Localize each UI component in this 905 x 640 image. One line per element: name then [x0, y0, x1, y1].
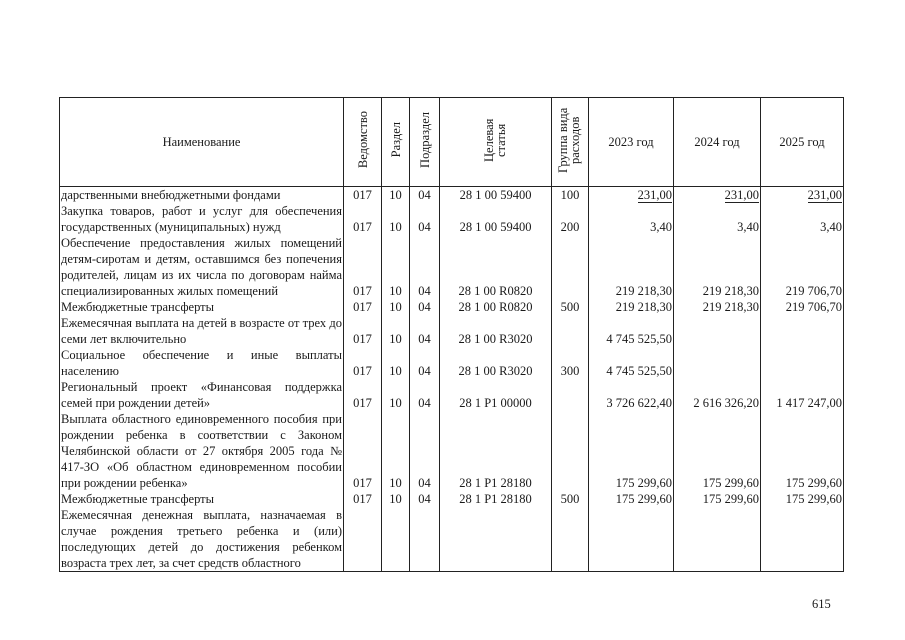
row-expense-group: 500: [552, 491, 589, 507]
row-target-article: 28 1 00 R0820: [440, 299, 552, 315]
header-year-2023: 2023 год: [589, 98, 674, 187]
table-row: [60, 203, 844, 235]
row-name: Закупка товаров, работ и услуг для обеспечения государственных (муниципальных) нужд: [61, 204, 342, 234]
row-target-article: 28 1 P1 28180: [440, 491, 552, 507]
table-row: [60, 507, 844, 572]
row-section: 10: [382, 235, 410, 299]
header-year-2024: 2024 год: [674, 98, 761, 187]
row-target-article: 28 1 P1 28180: [440, 411, 552, 491]
row-name: Обеспечение предоставления жилых помещений детям-сиротам и детям, оставшимся без попечения родителей, лицам из их числа по договорам найма специализированных жилых помещений: [61, 236, 342, 298]
row-value-2023: 231,00: [589, 187, 674, 204]
row-name: Межбюджетные трансферты: [60, 491, 344, 507]
row-department: 017: [344, 347, 382, 379]
row-value-2023: 3 726 622,40: [589, 379, 674, 411]
row-expense-group: [552, 379, 589, 411]
row-expense-group: [552, 235, 589, 299]
table-row: [60, 411, 844, 491]
row-department: 017: [344, 315, 382, 347]
row-name: Межбюджетные трансферты: [60, 299, 344, 315]
header-name: Наименование: [60, 98, 344, 187]
row-value-2025: 175 299,60: [761, 491, 844, 507]
row-target-article: 28 1 00 59400: [440, 203, 552, 235]
row-value-2023: 4 745 525,50: [589, 315, 674, 347]
table-row: [60, 347, 844, 379]
row-department: 017: [344, 203, 382, 235]
row-section: 10: [382, 299, 410, 315]
row-department: [344, 507, 382, 572]
budget-table: [59, 97, 844, 572]
row-value-2024: [674, 315, 761, 347]
row-name: дарственными внебюджетными фондами: [60, 187, 344, 204]
row-value-2025: 219 706,70: [761, 235, 844, 299]
row-value-2024: [674, 347, 761, 379]
header-expense-group: Группа вида расходов: [552, 98, 589, 187]
row-value-2025: [761, 315, 844, 347]
row-expense-group: 100: [552, 187, 589, 204]
header-year-2025: 2025 год: [761, 98, 844, 187]
row-name: Региональный проект «Финансовая поддержка семей при рождении детей»: [61, 380, 342, 410]
table-row: [60, 379, 844, 411]
row-name: Ежемесячная денежная выплата, назначаемая в случае рождения третьего ребенка и (или) последующих детей до достижения ребенком возраста трех лет, за счет средств областного: [61, 508, 342, 570]
row-value-2025: 1 417 247,00: [761, 379, 844, 411]
table-row: [60, 187, 844, 204]
row-value-2024: 2 616 326,20: [674, 379, 761, 411]
table-header: [60, 98, 844, 187]
row-value-2024: 175 299,60: [674, 411, 761, 491]
row-subsection: 04: [410, 299, 440, 315]
page-number: 615: [812, 597, 831, 611]
row-subsection: 04: [410, 203, 440, 235]
row-subsection: 04: [410, 235, 440, 299]
row-value-2023: 4 745 525,50: [589, 347, 674, 379]
row-target-article: 28 1 00 R0820: [440, 235, 552, 299]
row-department: 017: [344, 491, 382, 507]
header-section: Раздел: [382, 98, 410, 187]
row-subsection: 04: [410, 379, 440, 411]
row-value-2025: [761, 347, 844, 379]
row-name: Выплата областного единовременного пособия при рождении ребенка в соответствии с Законом Челябинской области от 27 октября 2005 года № 417-ЗО «Об областном единовременном пособии при рождении ребенка»: [61, 412, 342, 490]
row-section: 10: [382, 379, 410, 411]
row-section: 10: [382, 203, 410, 235]
row-value-2024: 3,40: [674, 203, 761, 235]
row-section: 10: [382, 411, 410, 491]
row-target-article: 28 1 00 R3020: [440, 347, 552, 379]
row-value-2024: 219 218,30: [674, 299, 761, 315]
header-subsection: Подраздел: [410, 98, 440, 187]
row-subsection: 04: [410, 491, 440, 507]
row-expense-group: [552, 411, 589, 491]
row-subsection: 04: [410, 411, 440, 491]
row-value-2023: 219 218,30: [589, 299, 674, 315]
row-name: Социальное обеспечение и иные выплаты населению: [61, 348, 342, 378]
row-subsection: 04: [410, 347, 440, 379]
row-subsection: 04: [410, 315, 440, 347]
row-value-2023: 219 218,30: [589, 235, 674, 299]
row-section: 10: [382, 347, 410, 379]
header-department: Ведомство: [344, 98, 382, 187]
row-subsection: [410, 507, 440, 572]
header-target-article: Целевая статья: [440, 98, 552, 187]
row-value-2025: 3,40: [761, 203, 844, 235]
row-target-article: 28 1 00 59400: [440, 187, 552, 204]
row-value-2025: [761, 507, 844, 572]
row-department: 017: [344, 235, 382, 299]
row-subsection: 04: [410, 187, 440, 204]
row-value-2024: 175 299,60: [674, 491, 761, 507]
row-value-2024: 231,00: [674, 187, 761, 204]
row-department: 017: [344, 299, 382, 315]
row-target-article: 28 1 00 R3020: [440, 315, 552, 347]
row-section: [382, 507, 410, 572]
row-value-2024: 219 218,30: [674, 235, 761, 299]
row-value-2023: [589, 507, 674, 572]
row-value-2023: 175 299,60: [589, 491, 674, 507]
row-department: 017: [344, 379, 382, 411]
table-row: [60, 491, 844, 507]
row-value-2024: [674, 507, 761, 572]
row-department: 017: [344, 411, 382, 491]
table-row: [60, 235, 844, 299]
table-row: [60, 299, 844, 315]
row-section: 10: [382, 491, 410, 507]
row-value-2023: 3,40: [589, 203, 674, 235]
row-expense-group: [552, 507, 589, 572]
row-department: 017: [344, 187, 382, 204]
row-value-2025: 175 299,60: [761, 411, 844, 491]
table-body: [60, 187, 844, 572]
row-expense-group: 200: [552, 203, 589, 235]
row-value-2025: 231,00: [761, 187, 844, 204]
row-value-2025: 219 706,70: [761, 299, 844, 315]
row-target-article: [440, 507, 552, 572]
row-expense-group: 500: [552, 299, 589, 315]
row-name: Ежемесячная выплата на детей в возрасте от трех до семи лет включительно: [61, 316, 342, 346]
row-expense-group: 300: [552, 347, 589, 379]
row-value-2023: 175 299,60: [589, 411, 674, 491]
row-expense-group: [552, 315, 589, 347]
row-section: 10: [382, 315, 410, 347]
row-section: 10: [382, 187, 410, 204]
table-row: [60, 315, 844, 347]
row-target-article: 28 1 P1 00000: [440, 379, 552, 411]
